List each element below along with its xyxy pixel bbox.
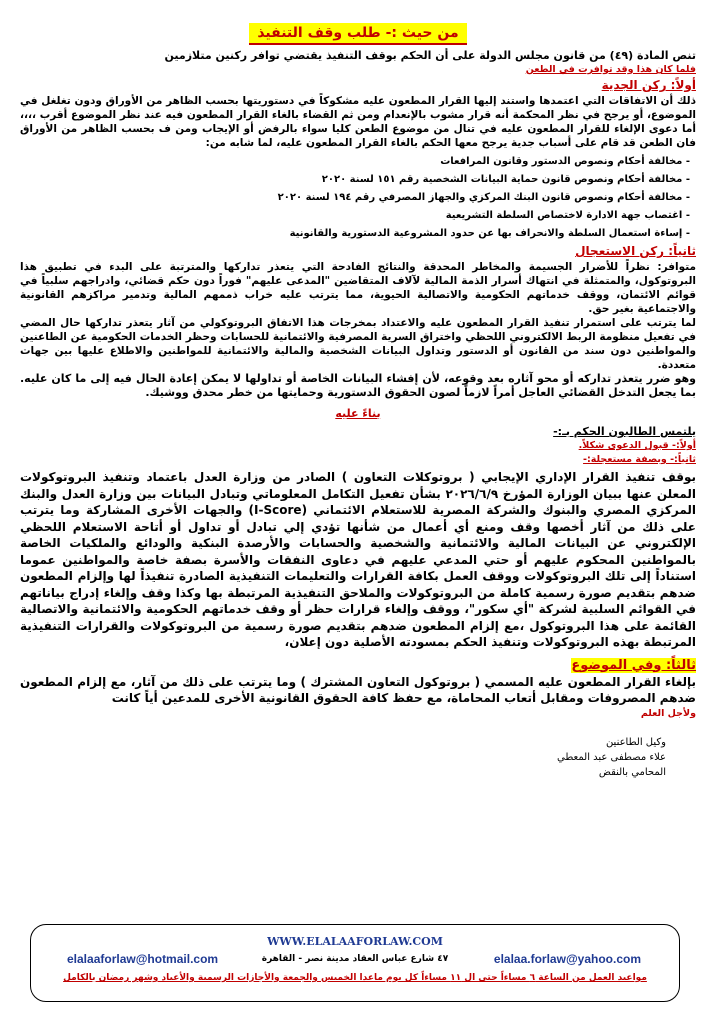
- list-item: - مخالفة أحكام ونصوص قانون البنك المركزي والجهاز المصرفي رقم ١٩٤ لسنة ٢٠٢٠: [277, 192, 690, 203]
- document-page: [20, 22, 696, 780]
- second-heading: ثانياً: ركن الاستعجال: [575, 244, 696, 258]
- working-hours: مواعيد العمل من الساعة ٦ مساءاً حتى ال ١١ مساءاً كل يوم ماعدا الخميس والجمعة والأجازات الرسمية والأعياد وشهر رمضان بالكامل: [63, 973, 647, 983]
- footer-box: [30, 924, 680, 1002]
- closing-line: ولأجل العلم: [640, 707, 696, 719]
- third-heading: ثالثاً: وفي الموضوع: [571, 657, 696, 673]
- list-item: - إساءة استعمال السلطة والانحراف بها عن حدود المشروعية الدستورية والقانونية: [289, 228, 690, 239]
- violations-list: [20, 153, 696, 243]
- list-item: - مخالفة أحكام ونصوص قانون حماية البيانات الشخصية رقم ١٥١ لسنة ٢٠٢٠: [321, 174, 690, 185]
- page-title: من حيث :- طلب وقف التنفيذ: [249, 23, 466, 45]
- signature-role: المحامي بالنقض: [598, 766, 666, 778]
- second-paragraph-2: لما يترتب على استمرار تنفيذ القرار المطعون عليه والاعتداد بمخرجات هذا الاتفاق البروتوكولي من آثار يتعذر تداركها حال المضي في تفعيل منظومة الربط الالكتروني اللحظي واختراق السرية المصرفية والائتمانية للحسابات وحظر الخدمات الحكومية عن الطاعنين والمواطنين دون سند من القانون أو الدستور وتداول البيانات الشخصية والمالية والائتمانية للمواطنين والاطلاع عليها بين جهات متعددة.: [20, 317, 696, 371]
- requests-heading: يلتمس الطالبون الحكم بـ:-: [553, 425, 696, 438]
- based-on-label: بناءً عليه: [335, 407, 381, 420]
- list-item: - اغتصاب جهة الادارة لاختصاص السلطة التشريعية: [445, 210, 690, 221]
- office-address: ٤٧ شارع عباس العقاد مدينة نصر - القاهرة: [261, 954, 449, 964]
- second-paragraph-3: وهو ضرر يتعذر تداركه أو محو آثاره بعد وقوعه، لأن إفشاء البيانات الخاصة أو تداولها لا يمكن إعادة الحال فيه إلى ما كان عليه. بما يجعل التدخل القضائي العاجل أمراً لازماً لصون الحقوق الدستورية وحمايتها من خطر محدق ووشيك.: [20, 372, 696, 399]
- second-paragraph-1: متوافر: نظراً للأضرار الجسيمة والمخاطر المحدقة والنتائج الفادحة التي يتعذر تداركها والمترتبة على البدء في تطبيق هذا البروتوكول، والمتمثلة في انتهاك أسرار الذمة المالية لآلاف المتقاضين "المدعى عليهم" فوراً دون حكم قضائي، وادراجهم سلبياً في قوائم الائتمان، ووقف خدماتهم الحكومية والاتصالية الحيوية، مما يترتب عليه خراب ذممهم المالية وتدمير مراكزهم القانونية والاجتماعية بغير حق.: [20, 261, 696, 315]
- first-heading: أولاً: ركن الجدية: [601, 78, 696, 92]
- first-body: ذلك أن الاتفاقات التي اعتمدها واستند إليها القرار المطعون عليه مشكوكاً في دستوريتها بحسب الظاهر من الأوراق ودون تغلغل في الموضوع، أو يرجح في نظر المحكمة أنه قرار مشوب بالإنعدام ومن ثم القضاء بالغاء القرار المطعون فيه عند نظر الموضوع أقرب ،،،، أما دعوى الإلغاء للقرار المطعون عليه في تنال من موضوع الطعن كليا سواء بالرفض أو الإيجاب ومن ف بحسب الظاهر من الأوراق فان الطعن قد قام على أسباب جدية يرجح معها الحكم بالغاء القرار المطعون عليه، لما شابه من:: [20, 95, 696, 149]
- list-item: - مخالفة أحكام ونصوص الدستور وقانون المرافعات: [440, 156, 690, 167]
- requests-paragraph: بوقف تنفيذ القرار الإداري الإيجابي ( بروتوكلات التعاون ) الصادر من وزارة العدل باعتماد وتنفيذ البروتوكولات المعلن عنها ببيان الوزارة المؤرخ ٢٠٢٦/٦/٩ بشأن تفعيل التكامل المعلوماتي وتبادل البيانات بين وزارة العدل والبنك المركزي المصري والبنوك والشركة المصرية للاستعلام الائتماني (I-Score) والجهات الأخرى المشاركة وما يترتب على ذلك من آثار أخصها وقف ومنع أي أعمال من شأنها تؤدي إلي تبادل أو تداول أو أتاحة الاستعلام اللحظي الإلكتروني عن البيانات المالية والائتمانية والشخصية والحسابات والأرصدة البنكية والودائع والملكيات الخاصة بالمواطنين المحكوم عليهم أو حتي المدعي عليهم في دعاوى النفقات والأسرة بصفة خاصة والمواطنين عموما استناداً إلى تلك البروتوكولات ووقف العمل بكافة القرارات والتعليمات التنفيذية الصادرة تنفيذاً لها وإلزام المطعون ضدهم بتقديم صورة رسمية كاملة من البروتوكولات والملاحق التنفيذية المرتبطة بها وكذا وقف وإلغاء إدراج بياناتهم في القوائم السلبية لشركة "أي سكور"، ووقف وإلغاء قرارات حظر أو وقف خدماتهم الحكومية والائتمانية والاتصالية القائمة على هذا البروتوكول ،مع إلزام المطعون ضدهم بتقديم صورة رسمية من البروتوكولات والقرارات التنفيذية المرتبطة بهذه البروتوكولات وتنفيذ الحكم بمسودته الأصلية دون إعلان،: [20, 470, 696, 649]
- email-hotmail-link[interactable]: elalaaforlaw@hotmail.com: [67, 952, 219, 966]
- website-link[interactable]: WWW.ELALAAFORLAW.COM: [267, 935, 443, 948]
- third-paragraph: بإلغاء القرار المطعون عليه المسمي ( بروتوكول التعاون المشترك ) وما يترتب على ذلك من آثار، مع إلزام المطعون ضدهم المصروفات ومقابل أتعاب المحاماة، مع حفظ كافة الحقوق القانونية الأخرى للمدعين أياً كانت: [20, 674, 696, 705]
- intro-subline: فلما كان هذا وقد توافرت في الطعن: [525, 64, 696, 75]
- signature-block: [20, 735, 696, 780]
- requests-form: أولاً:- قبول الدعوى شكلاً.: [578, 440, 696, 451]
- email-yahoo-link[interactable]: elalaa.forlaw@yahoo.com: [493, 952, 641, 966]
- signature-name: علاء مصطفى عبد المعطي: [557, 751, 666, 763]
- requests-urgent: ثانياً:- وبصفة مستعجلة:-: [583, 454, 696, 465]
- intro-line: تنص المادة (٤٩) من قانون مجلس الدولة على أن الحكم بوقف التنفيذ يقتضي توافر ركنين متلازمين: [164, 49, 696, 62]
- signature-title: وكيل الطاعنين: [605, 736, 666, 748]
